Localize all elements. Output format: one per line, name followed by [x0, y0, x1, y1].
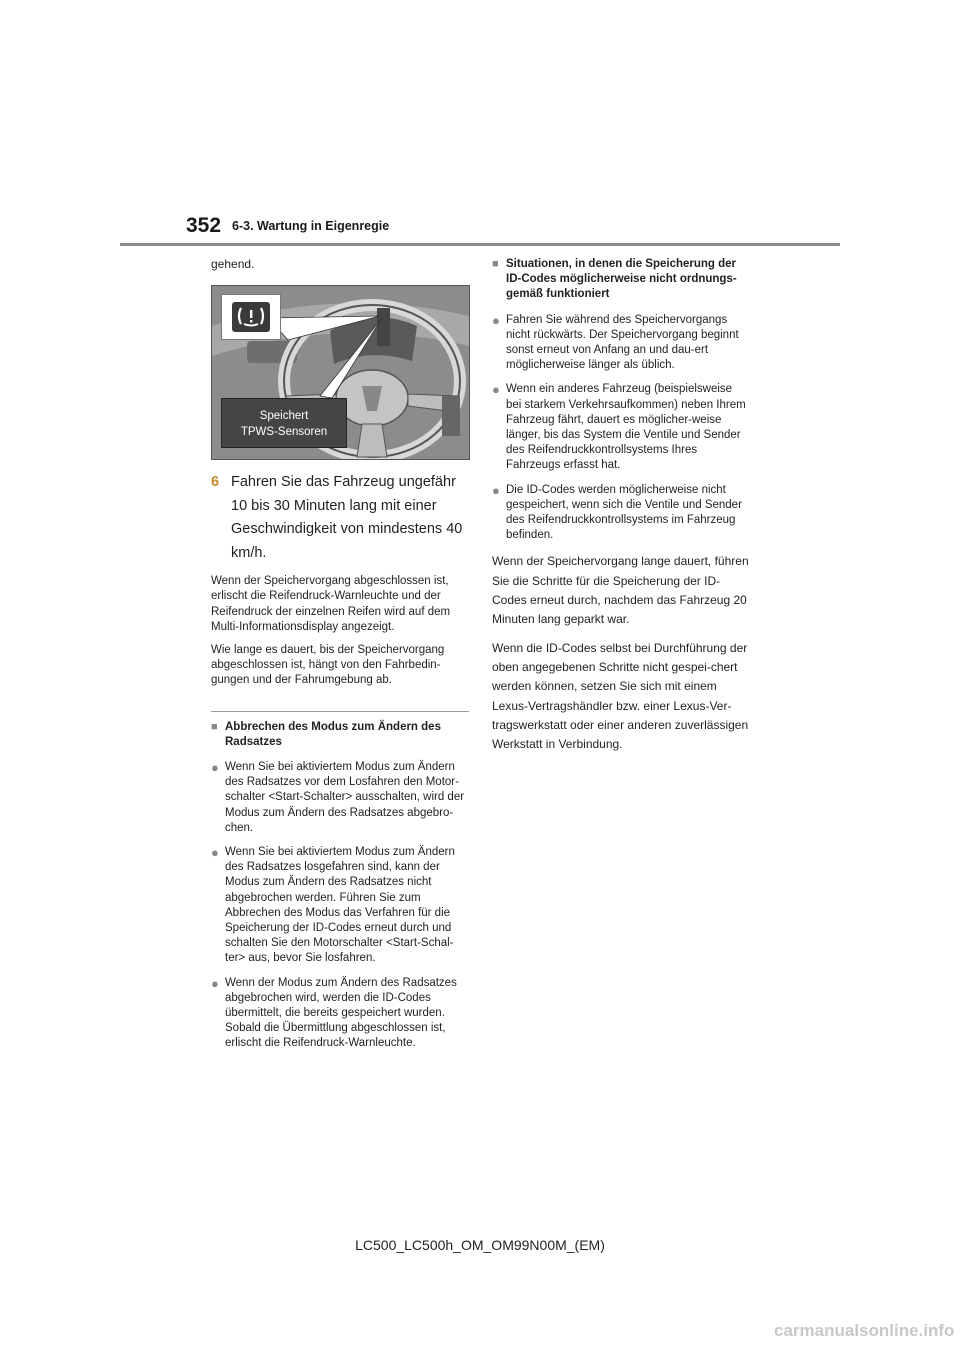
list-item-text: Wenn der Modus zum Ändern des Radsatzes abgebrochen wird, werden die ID-Codes übermittelt, die bereits gespeichert wurden. Sobald die Übermittlung abgeschlossen ist, erlischt die Reifendruck-Warnleuchte. [225, 976, 457, 1050]
bullet-dot-icon: ● [211, 845, 219, 861]
square-bullet-icon: ■ [492, 258, 499, 270]
bullet-dot-icon: ● [492, 482, 500, 498]
list-item [211, 760, 469, 836]
paragraph: Wenn der Speichervorgang abgeschlossen ist, erlischt die Reifendruck-Warnleuchte und der Reifendruck der einzelnen Reifen wird auf dem Multi-Informationsdisplay angezeigt. [211, 575, 451, 633]
tire-pressure-warning-icon [232, 302, 270, 332]
warning-light-box [221, 294, 281, 340]
list-item-text: Fahren Sie während des Speichervorgangs nicht rückwärts. Der Speichervorgang beginnt sonst erneut von Anfang an und dau-ert möglicherweise länger als üblich. [506, 313, 739, 372]
callout-box [221, 398, 347, 448]
dashboard-illustration [211, 285, 470, 460]
paragraph: Wie lange es dauert, bis der Speichervorgang abgeschlossen ist, hängt von den Fahrbedin-gungen und der Fahrumgebung ab. [211, 644, 445, 687]
bullet-dot-icon: ● [211, 760, 219, 776]
subsection-heading [211, 720, 469, 750]
bullet-dot-icon: ● [492, 312, 500, 328]
subsection-heading-text: Abbrechen des Modus zum Ändern des Radsatzes [225, 720, 441, 748]
paragraph: Wenn die ID-Codes selbst bei Durchführung der oben angegebenen Schritte nicht gespei-chert werden können, setzen Sie sich mit einem Lexus-Vertragshändler bzw. einer Lexus-Ver-tragswerkstatt oder einer anderen zuverlässigen Werkstatt in Verbindung. [492, 640, 749, 752]
bullet-dot-icon: ● [211, 975, 219, 991]
list-item [211, 845, 469, 967]
callout-line-2: TPWS-Sensoren [240, 426, 328, 439]
list-item [492, 483, 750, 544]
list-item-text: Wenn ein anderes Fahrzeug (beispielsweise bei starkem Verkehrsaufkommen) neben Ihrem Fahrzeug fährt, dauert es möglicher-weise länger, bis das System die Ventile und Sender des Reifendruckkontrollsystems Ihres Fahrzeugs erfasst hat. [506, 383, 746, 472]
step-6 [211, 471, 469, 565]
page-number: 352 [186, 214, 222, 237]
list-item [492, 313, 750, 374]
section-title: 6-3. Wartung in Eigenregie [232, 219, 390, 233]
bullet-dot-icon: ● [492, 382, 500, 398]
list-item [211, 976, 469, 1052]
list-item-text: Wenn Sie bei aktiviertem Modus zum Ändern des Radsatzes losgefahren sind, kann der Modus zum Ändern des Radsatzes nicht abgebrochen werden. Führen Sie zum Abbrechen des Modus das Verfahren für die Speicherung der ID-Codes erneut durch und schalten Sie den Motorschalter <Start-Schal-ter> aus, bevor Sie losfahren. [225, 846, 455, 965]
subsection-heading [492, 257, 750, 303]
callout-line-1: Speichert [259, 410, 309, 423]
watermark: carmanualsonline.info [774, 1321, 955, 1340]
left-column [211, 257, 469, 1061]
square-bullet-icon: ■ [211, 720, 218, 733]
subsection-heading-text: Situationen, in denen die Speicherung der ID-Codes möglicherweise nicht ordnungs-gemäß funktioniert [506, 258, 737, 301]
list-item-text: Wenn Sie bei aktiviertem Modus zum Ändern des Radsatzes vor dem Losfahren den Motor-schalter <Start-Schalter> ausschalten, wird der Modus zum Ändern des Radsatzes abgebro-chen. [225, 761, 465, 834]
header-divider [120, 243, 840, 246]
step-text: Fahren Sie das Fahrzeug ungefähr 10 bis 30 Minuten lang mit einer Geschwindigkeit von mindestens 40 km/h. [231, 474, 463, 561]
list-item-text: Die ID-Codes werden möglicherweise nicht gespeichert, wenn sich die Ventile und Sender des Reifendruckkontrollsystems im Fahrzeug befinden. [506, 483, 742, 542]
right-column [492, 257, 750, 763]
step-number: 6 [211, 474, 220, 491]
list-item [492, 382, 750, 473]
section-divider [211, 711, 469, 712]
paragraph: Wenn der Speichervorgang lange dauert, führen Sie die Schritte für die Speicherung der ID-Codes erneut durch, nachdem das Fahrzeug 20 Minuten lang geparkt war. [492, 554, 749, 627]
footer-model-code: LC500_LC500h_OM_OM99N00M_(EM) [355, 1237, 605, 1253]
continued-text: gehend. [211, 257, 255, 271]
